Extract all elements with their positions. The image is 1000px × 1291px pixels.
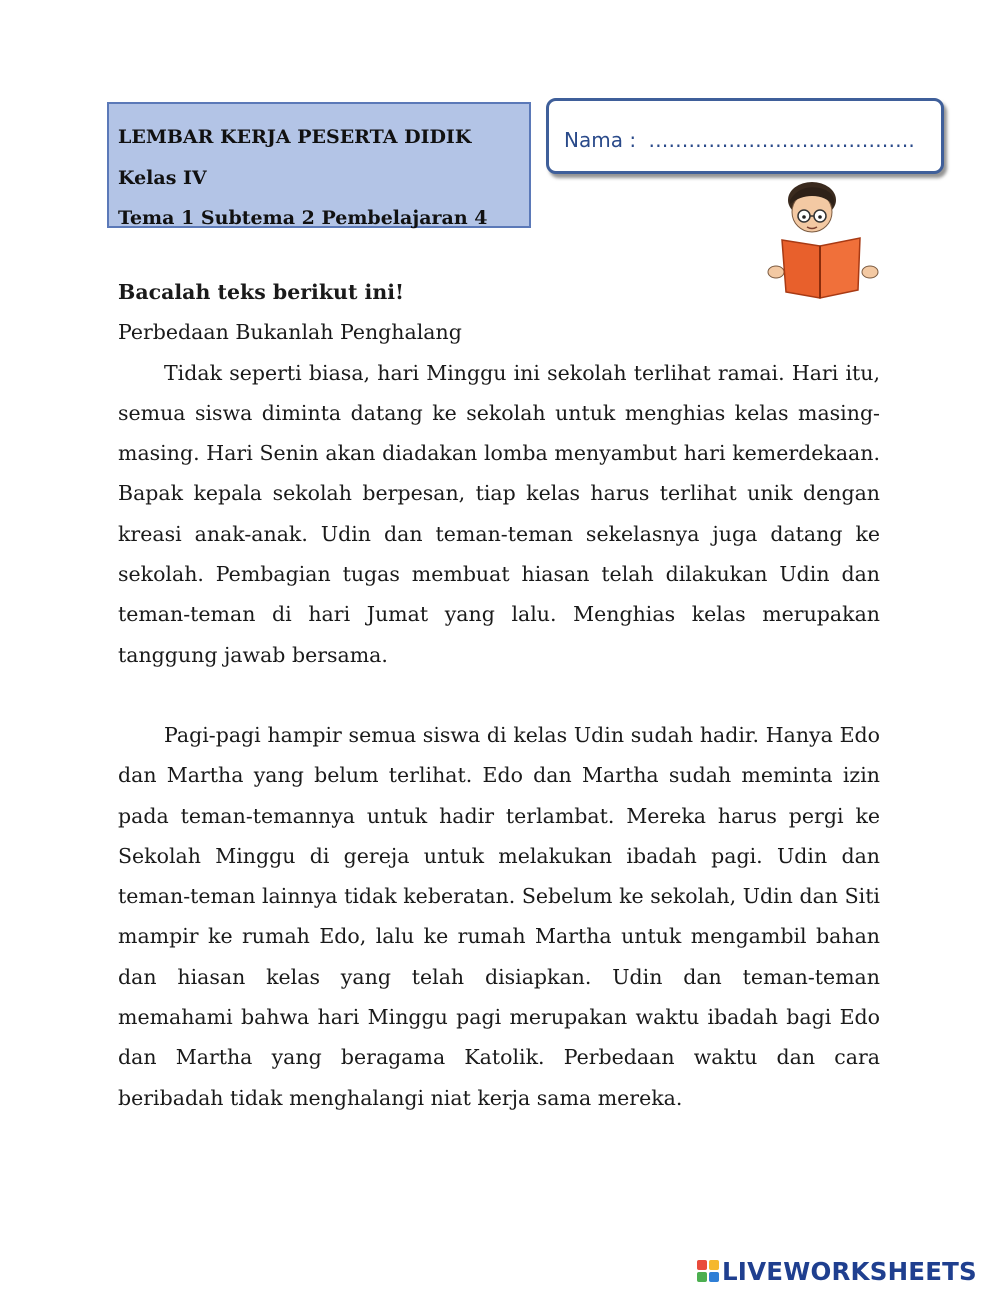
logo-block bbox=[709, 1272, 719, 1282]
class-label: Kelas IV bbox=[118, 166, 207, 189]
paragraph: Tidak seperti biasa, hari Minggu ini sekolah terlihat ramai. Hari itu, semua siswa diminta datang ke sekolah untuk menghias kelas masing-masing. Hari Senin akan diadakan lomba menyambut hari kemerdekaan. Bapak kepala sekolah berpesan, tiap kelas harus terlihat unik dengan kreasi anak-anak. Udin dan teman-teman sekelasnya juga datang ke sekolah. Pembagian tugas membuat hiasan telah dilakukan Udin dan teman-teman di hari Jumat yang lalu. Menghias kelas merupakan tanggung jawab bersama. bbox=[118, 360, 880, 667]
instruction-text: Bacalah teks berikut ini! bbox=[118, 280, 405, 304]
reading-passage bbox=[118, 272, 880, 1118]
liveworksheets-logo bbox=[697, 1254, 977, 1288]
story-title: Perbedaan Bukanlah Penghalang bbox=[118, 320, 462, 345]
logo-blocks-icon bbox=[697, 1260, 719, 1282]
worksheet-title: LEMBAR KERJA PESERTA DIDIK bbox=[118, 126, 472, 148]
logo-block bbox=[709, 1260, 719, 1270]
theme-label: Tema 1 Subtema 2 Pembelajaran 4 bbox=[118, 207, 488, 229]
name-field[interactable] bbox=[546, 98, 944, 174]
logo-block bbox=[697, 1260, 707, 1270]
logo-block bbox=[697, 1272, 707, 1282]
worksheet-header bbox=[107, 102, 531, 228]
logo-text: LIVEWORKSHEETS bbox=[722, 1256, 977, 1286]
name-input[interactable]: …………………………………. bbox=[648, 128, 915, 152]
paragraph: Pagi-pagi hampir semua siswa di kelas Udin sudah hadir. Hanya Edo dan Martha yang belum terlihat. Edo dan Martha sudah meminta izin pada teman-temannya untuk hadir terlambat. Mereka harus pergi ke Sekolah Minggu di gereja untuk melakukan ibadah pagi. Udin dan teman-teman lainnya tidak keberatan. Sebelum ke sekolah, Udin dan Siti mampir ke rumah Edo, lalu ke rumah Martha untuk mengambil bahan dan hiasan kelas yang telah disiapkan. Udin dan teman-teman memahami bahwa hari Minggu pagi merupakan waktu ibadah bagi Edo dan Martha yang beragama Katolik. Perbedaan waktu dan cara beribadah tidak menghalangi niat kerja sama mereka. bbox=[118, 722, 880, 1110]
name-label: Nama : bbox=[564, 128, 637, 152]
